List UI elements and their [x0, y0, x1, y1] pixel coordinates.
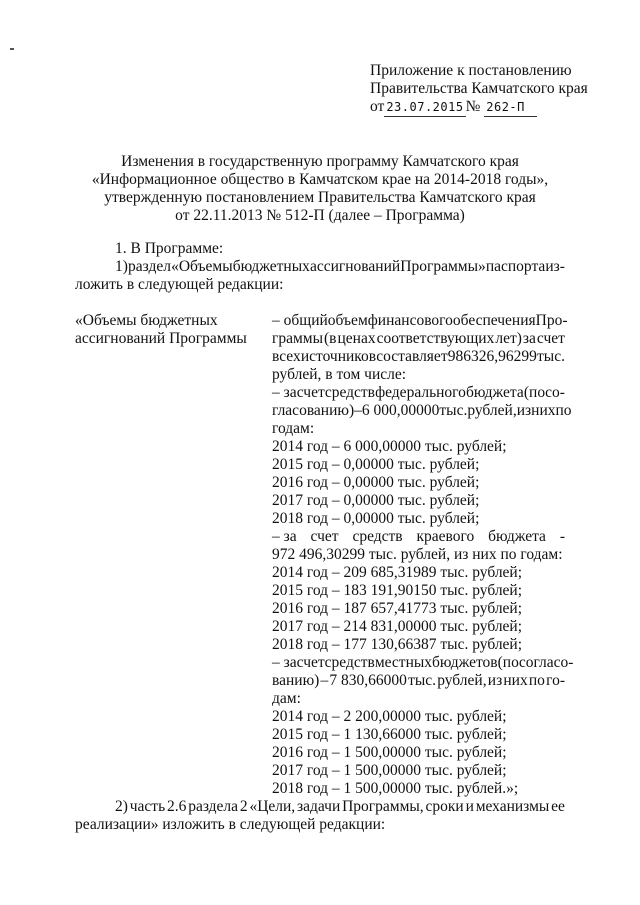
- title-line-4: от 22.11.2013 № 512-П (далее – Программа): [175, 207, 465, 224]
- date-prefix: от: [370, 98, 385, 115]
- table-right-line-1: – общий объем финансового обеспечения Про-: [272, 312, 568, 329]
- title-line-3: утвержденную постановлением Правительства Камчатского края: [104, 189, 536, 206]
- table-right-line-2: граммы (в ценах соответствующих лет) за счет: [272, 330, 565, 347]
- subitem-2-line-1: 2) часть 2.6 раздела 2 «Цели, задачи Программы, сроки и механизмы ее: [115, 798, 565, 815]
- table-right-line-21: ванию) – 7 830,66000 тыс. рублей, из них по го-: [272, 672, 565, 689]
- table-left-line-1: «Объемы бюджетных: [75, 312, 218, 329]
- subitem-1-line-2: ложить в следующей редакции:: [75, 276, 284, 293]
- federal-year-row: 2016 год – 0,00000 тыс. рублей;: [272, 474, 480, 491]
- federal-year-row: 2018 год – 0,00000 тыс. рублей;: [272, 510, 480, 527]
- appendix-line-1: Приложение к постановлению: [370, 62, 572, 79]
- date-value: 23.07.2015: [384, 98, 465, 117]
- table-right-line-5: – за счет средств федерального бюджета (по со-: [272, 384, 565, 401]
- table-right-line-6: гласованию) – 6 000,00000 тыс. рублей, из них по: [272, 402, 572, 419]
- federal-year-row: 2015 год – 0,00000 тыс. рублей;: [272, 456, 480, 473]
- local-year-row: 2015 год – 1 130,66000 тыс. рублей;: [272, 726, 507, 743]
- table-right-line-3: всех источников составляет 986 326,96299 тыс.: [272, 348, 565, 365]
- item-1-heading: 1. В Программе:: [115, 240, 224, 257]
- number-sign: №: [465, 98, 481, 115]
- title-line-2: «Информационное общество в Камчатском крае на 2014-2018 годы»,: [91, 171, 549, 188]
- local-year-row: 2016 год – 1 500,00000 тыс. рублей;: [272, 744, 507, 761]
- table-right-line-22: дам:: [272, 690, 301, 707]
- local-year-row: 2018 год – 1 500,00000 тыс. рублей.»;: [272, 780, 519, 797]
- regional-year-row: 2014 год – 209 685,31989 тыс. рублей;: [272, 564, 523, 581]
- local-year-row: 2014 год – 2 200,00000 тыс. рублей;: [272, 708, 507, 725]
- number-value: 262-П: [484, 98, 537, 117]
- local-year-row: 2017 год – 1 500,00000 тыс. рублей;: [272, 762, 507, 779]
- federal-year-row: 2017 год – 0,00000 тыс. рублей;: [272, 492, 480, 509]
- title-line-1: Изменения в государственную программу Камчатского края: [121, 153, 519, 170]
- regional-year-row: 2018 год – 177 130,66387 тыс. рублей;: [272, 636, 523, 653]
- table-right-line-4: рублей, в том числе:: [272, 366, 407, 383]
- scan-mark: [10, 48, 14, 50]
- table-right-line-14: 972 496,30299 тыс. рублей, из них по годам:: [272, 546, 563, 563]
- table-right-line-13: – за счет средств краевого бюджета -: [272, 528, 565, 545]
- federal-year-row: 2014 год – 6 000,00000 тыс. рублей;: [272, 438, 507, 455]
- regional-year-row: 2016 год – 187 657,41773 тыс. рублей;: [272, 600, 523, 617]
- subitem-2-line-2: реализации» изложить в следующей редакции:: [75, 816, 386, 833]
- regional-year-row: 2017 год – 214 831,00000 тыс. рублей;: [272, 618, 523, 635]
- appendix-line-2: Правительства Камчатского края: [370, 80, 588, 97]
- appendix-date-line: [370, 98, 537, 117]
- table-right-line-7: годам:: [272, 420, 315, 437]
- regional-year-row: 2015 год – 183 191,90150 тыс. рублей;: [272, 582, 523, 599]
- table-left-line-2: ассигнований Программы: [75, 330, 247, 347]
- subitem-1-line-1: 1) раздел «Объемы бюджетных ассигнований Программы» паспорта из-: [115, 258, 565, 275]
- table-right-line-20: – за счет средств местных бюджетов (по согласо-: [272, 654, 574, 671]
